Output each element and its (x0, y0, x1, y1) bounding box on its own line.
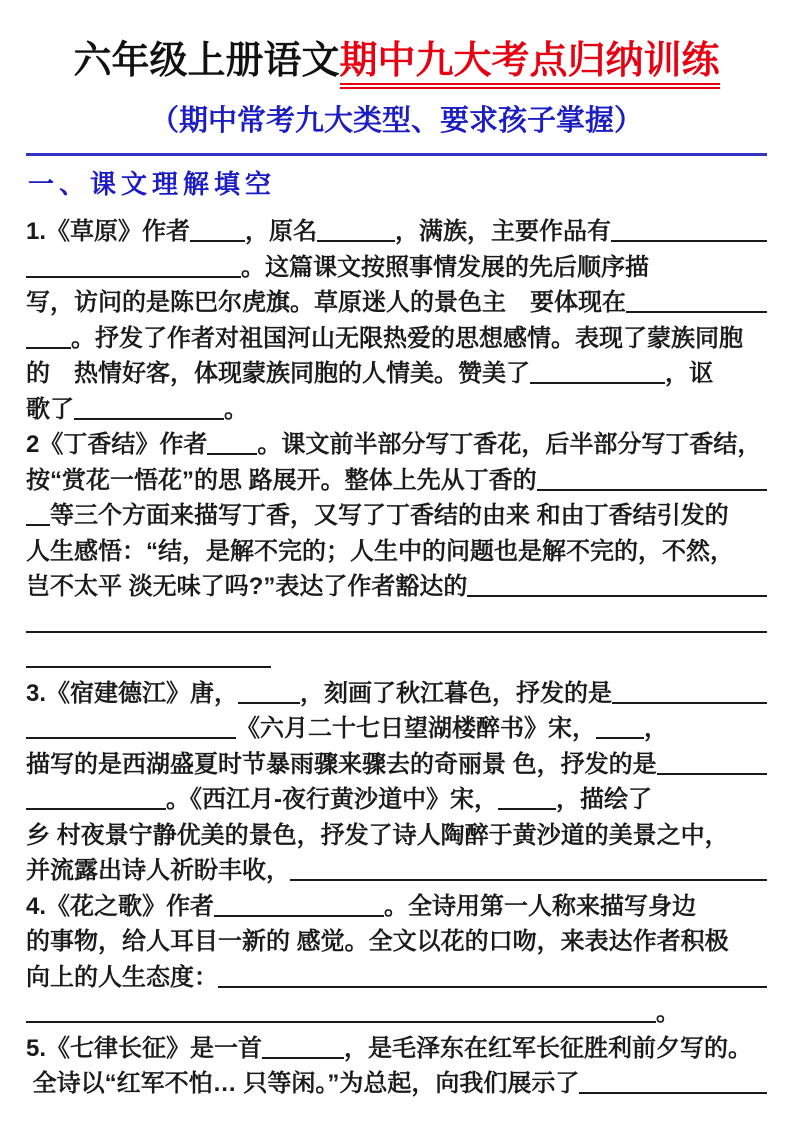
blank-line (218, 986, 767, 988)
text-line (26, 923, 767, 959)
text-segment: ，讴 (665, 360, 713, 387)
text-line (26, 497, 767, 533)
text-segment: 。全诗用第一人称来描写身边 (384, 892, 697, 920)
text-line (26, 958, 767, 994)
blank-line (214, 915, 384, 917)
blank-line (498, 808, 556, 810)
title-black-part: 六年级上册语文 (73, 40, 340, 82)
text-line (26, 355, 767, 391)
text-segment: 《六月二十七日望湖楼醉书》宋， (236, 715, 596, 742)
blank-line (262, 1057, 344, 1059)
text-segment: 的 热情好客，体现蒙族同胞的人情美。赞美了 (26, 360, 530, 387)
text-segment: 岂不太平 淡无味了吗?”表达了作者豁达的 (26, 573, 468, 600)
text-segment: ， (644, 715, 668, 742)
section-heading: 一、课文理解填空 (28, 168, 277, 199)
text-line (26, 745, 767, 781)
text-line (26, 390, 767, 426)
text-line (26, 284, 767, 320)
text-segment: ，刻画了秋江暮色，抒发的是 (300, 679, 613, 707)
text-segment: ，满族，主要作品有 (395, 218, 612, 245)
text-line (26, 213, 767, 249)
text-segment: 人生感悟：“结，是解不完的；人生中的问题也是解不完的，不然， (26, 537, 734, 565)
text-line (26, 568, 767, 604)
text-segment: 按“赏花一悟花”的思 路展开。整体上先从丁香的 (26, 466, 537, 494)
blank-line (537, 489, 767, 491)
blank-line (26, 347, 71, 349)
text-segment: 5.《七律长征》是一首 (26, 1034, 263, 1062)
text-segment: 1.《草原》作者 (26, 218, 191, 245)
text-line (26, 816, 767, 852)
text-segment: 并流露出诗人祈盼丰收， (26, 857, 290, 884)
blank-line (317, 240, 395, 242)
text-segment: ，描绘了 (556, 786, 652, 813)
blank-line (238, 702, 300, 704)
text-segment: 。《西江月-夜行黄沙道中》宋， (166, 786, 498, 813)
text-line (26, 603, 767, 639)
paragraph-5 (26, 1029, 767, 1100)
blank-line (26, 631, 767, 633)
text-segment: 等三个方面来描写丁香，又写了丁香结的由来 和由丁香结引发的 (50, 502, 729, 529)
paragraph-4 (26, 887, 767, 1029)
text-line (26, 319, 767, 355)
blank-line (611, 240, 767, 242)
text-segment: 4.《花之歌》作者 (26, 892, 215, 920)
text-line (26, 461, 767, 497)
text-segment: 3.《宿建德江》唐， (26, 679, 239, 707)
paragraph-3 (26, 674, 767, 887)
blank-line (657, 773, 767, 775)
text-line (26, 710, 767, 746)
blank-line (74, 418, 224, 420)
paragraph-1 (26, 213, 767, 426)
worksheet-body (26, 213, 767, 1101)
blank-line (612, 702, 767, 704)
page-subtitle: （期中常考九大类型、要求孩子掌握） (149, 104, 643, 137)
text-segment: 的事物，给人耳目一新的 感觉。全文以花的口吻，来表达作者积极 (26, 928, 729, 955)
text-segment: 2《丁香结》作者 (26, 431, 208, 458)
text-segment: 。 (656, 999, 680, 1026)
text-segment: 。 (224, 395, 248, 423)
text-line (26, 1029, 767, 1065)
blank-line (26, 737, 236, 739)
text-segment: 。抒发了作者对祖国河山无限热爱的思想感情。表现了蒙族同胞 (71, 324, 743, 352)
blank-line (626, 311, 767, 313)
blank-line (467, 595, 767, 597)
blank-line (26, 808, 166, 810)
text-line (26, 426, 767, 462)
text-segment: 向上的人生态度： (26, 963, 218, 991)
blank-line (26, 666, 271, 668)
text-segment: ，是毛泽东在红军长征胜利前夕写的。 (344, 1034, 753, 1062)
text-line (26, 887, 767, 923)
text-segment: 描写的是西湖盛夏时节暴雨骤来骤去的奇丽景 色，抒发的是 (26, 750, 657, 778)
blank-line (207, 453, 257, 455)
text-line (26, 532, 767, 568)
paragraph-2 (26, 426, 767, 675)
text-line (26, 674, 767, 710)
text-segment: 。这篇课文按照事情发展的先后顺序描 (241, 253, 649, 281)
page-title (26, 38, 767, 86)
blank-line (290, 879, 767, 881)
blank-line (190, 240, 245, 242)
text-segment: 。课文前半部分写丁香花，后半部分写丁香结， (257, 431, 762, 458)
text-line (26, 994, 767, 1030)
blank-line (596, 737, 644, 739)
blank-line (26, 1021, 656, 1023)
text-segment: ，原名 (245, 218, 318, 245)
text-line (26, 852, 767, 888)
header-divider (26, 153, 767, 156)
text-segment: 全诗以“红军不怕… 只等闲。”为总起，向我们展示了 (26, 1070, 580, 1097)
text-line (26, 781, 767, 817)
text-line (26, 1065, 767, 1101)
header (26, 38, 767, 139)
text-segment: 乡 村夜景宁静优美的景色，抒发了诗人陶醉于黄沙道的美景之中， (26, 821, 729, 849)
blank-line (26, 524, 50, 526)
text-segment: 写，访问的是陈巴尔虎旗。草原迷人的景色主 要体现在 (26, 289, 626, 316)
blank-line (579, 1092, 767, 1094)
blank-line (26, 276, 241, 278)
text-line (26, 248, 767, 284)
blank-line (530, 382, 665, 384)
text-segment: 歌了 (26, 395, 74, 423)
title-red-part: 期中九大考点归纳训练 (340, 40, 720, 89)
text-line (26, 639, 767, 675)
